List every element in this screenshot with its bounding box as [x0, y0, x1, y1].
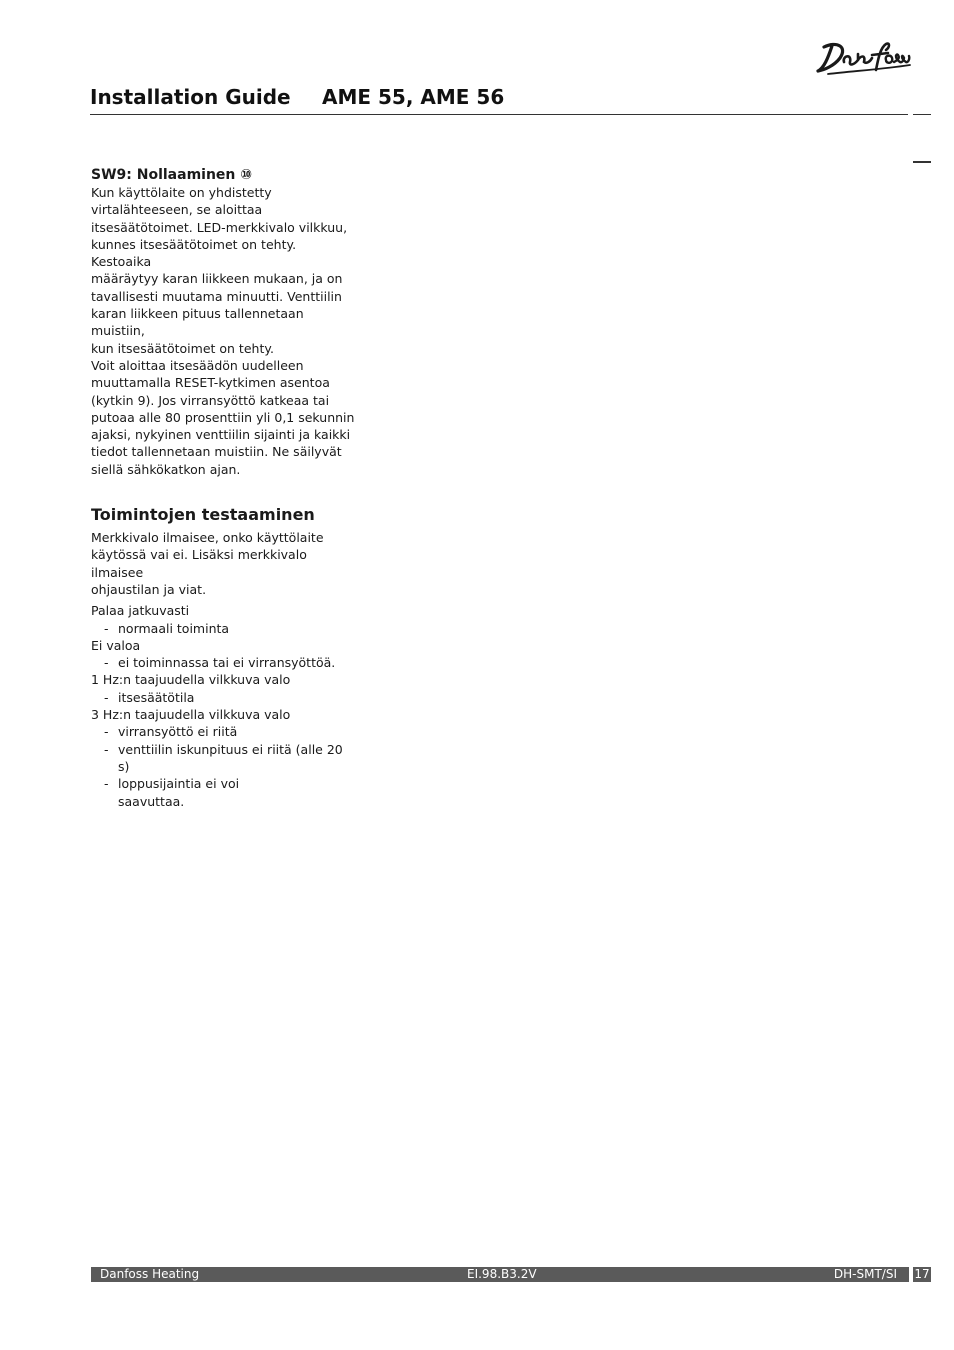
- test-intro-line: ohjaustilan ja viat.: [91, 581, 207, 597]
- led-state-meaning: - loppusijaintia ei voi: [91, 775, 355, 792]
- footer-department: DH-SMT/SI: [833, 1267, 897, 1281]
- led-state-meaning: - normaali toiminta: [91, 620, 355, 637]
- reset-line: siellä sähkökatkon ajan.: [91, 461, 241, 477]
- led-state-list: [91, 602, 355, 810]
- led-state-label: 1 Hz:n taajuudella vilkkuva valo: [91, 672, 291, 688]
- reset-line: tiedot tallennetaan muistiin. Ne säilyvät: [91, 444, 342, 460]
- led-state-label: 3 Hz:n taajuudella vilkkuva valo: [91, 707, 291, 723]
- footer-company: Danfoss Heating: [100, 1267, 200, 1281]
- reset-line: itsesäätötoimet. LED-merkkivalo vilkkuu,: [91, 219, 348, 235]
- reset-line: ajaksi, nykyinen venttiilin sijainti ja kaikki: [91, 427, 351, 443]
- reset-line: tavallisesti muutama minuutti. Venttiilin: [91, 288, 342, 304]
- led-state-meaning: - venttiilin iskunpituus ei riitä (alle 20 s): [91, 741, 355, 776]
- reset-line: kun itsesäätötoimet on tehty.: [91, 340, 274, 356]
- led-state-meaning: - virransyöttö ei riitä: [91, 723, 355, 740]
- led-state-meaning: - ei toiminnassa tai ei virransyöttöä.: [91, 654, 355, 671]
- test-intro-line: Merkkivalo ilmaisee, onko käyttölaite: [91, 530, 324, 546]
- reset-line: muuttamalla RESET-kytkimen asentoa: [91, 375, 330, 391]
- led-state-label: Palaa jatkuvasti: [91, 603, 190, 619]
- reset-line: Kun käyttölaite on yhdistetty: [91, 185, 272, 200]
- led-state-label: Ei valoa: [91, 637, 141, 653]
- reset-body: [91, 184, 355, 478]
- page-title: Installation Guide: [90, 85, 291, 109]
- main-content: [91, 166, 355, 810]
- reset-line: kunnes itsesäätötoimet on tehty. Kestoaika: [91, 236, 297, 270]
- led-state-meaning: - itsesäätötila: [91, 689, 355, 706]
- reset-line: virtalähteeseen, se aloittaa: [91, 202, 263, 218]
- reset-line: karan liikkeen pituus tallennetaan muistiin,: [91, 306, 304, 339]
- product-title: AME 55, AME 56: [322, 85, 505, 109]
- led-state-meaning-cont: saavuttaa.: [118, 793, 185, 809]
- danfoss-logo-icon: [814, 38, 912, 76]
- reset-heading: SW9: Nollaaminen ⑩: [91, 167, 253, 183]
- reset-line: määräytyy karan liikkeen mukaan, ja on: [91, 271, 343, 287]
- side-marker-section: [913, 161, 931, 163]
- test-intro: [91, 529, 355, 598]
- reset-line: Voit aloittaa itsesäädön uudelleen: [91, 357, 304, 373]
- test-heading: Toimintojen testaaminen: [91, 505, 315, 525]
- reset-line: putoaa alle 80 prosenttiin yli 0,1 sekunnin: [91, 409, 355, 425]
- test-intro-line: käytössä vai ei. Lisäksi merkkivalo ilmaisee: [91, 547, 307, 580]
- footer-bar: [91, 1267, 909, 1282]
- page-number: 17: [914, 1267, 930, 1281]
- footer-doc-code: EI.98.B3.2V: [467, 1267, 537, 1281]
- reset-line: (kytkin 9). Jos virransyöttö katkeaa tai: [91, 392, 330, 408]
- side-marker-top: [913, 114, 931, 115]
- header-rule: [90, 114, 908, 115]
